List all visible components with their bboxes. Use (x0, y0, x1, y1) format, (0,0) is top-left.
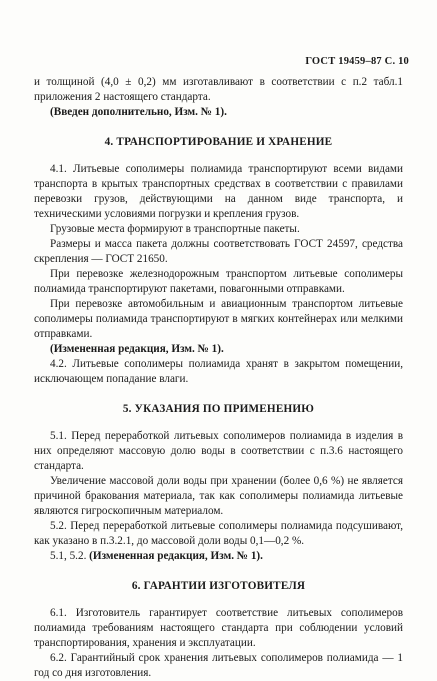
section-6-paragraph: 6.1. Изготовитель гарантирует соответствие литьевых сополимеров полиамида требованиям настоящего стандарта при соблюдении условий транспортирования, хранения и эксплуатации. (34, 607, 403, 649)
section-4-paragraph: 4.1. Литьевые сополимеры полиамида транспортируют всеми видами транспорта в крытых транспортных средствах в соответствии с правилами перевозки грузов, действующими на данном виде транспорта, и техническими условиями погрузки и крепления грузов. (34, 163, 403, 220)
section-5-amendment-note (34, 549, 403, 564)
intro-amendment-note: (Введен дополнительно, Изм. № 1). (50, 106, 227, 118)
section-4-paragraph: Грузовые места формируют в транспортные пакеты. (50, 223, 300, 235)
intro-paragraph: и толщиной (4,0 ± 0,2) мм изготавливают в соответствии с п.2 табл.1 приложения 2 настоящего стандарта. (34, 76, 403, 103)
amendment-reference: 5.1, 5.2. (50, 550, 90, 562)
section-6-title: 6. ГАРАНТИИ ИЗГОТОВИТЕЛЯ (131, 580, 306, 592)
section-5-paragraph: Увеличение массовой доли воды при хранении (более 0,6 %) не является причиной бракования материала, так как сополимеры полиамида литьевые являются гигроскопичным материалом. (34, 475, 403, 517)
amendment-label: (Измененная редакция, Изм. № 1). (89, 550, 263, 562)
section-4-paragraph: При перевозке автомобильным и авиационным транспортом литьевые сополимеры полиамида транспортируют в мягких контейнерах или мелкими отправками. (34, 298, 403, 340)
section-4-paragraph: При перевозке железнодорожным транспортом литьевые сополимеры полиамида транспортируют пакетами, повагонными отправками. (34, 268, 403, 295)
section-4-paragraph: 4.2. Литьевые сополимеры полиамида хранят в закрытом помещении, исключающем попадание влаги. (34, 358, 403, 385)
page-header: ГОСТ 19459–87 С. 10 (305, 56, 409, 67)
section-5-title: 5. УКАЗАНИЯ ПО ПРИМЕНЕНИЮ (122, 403, 315, 415)
section-4-paragraph: Размеры и масса пакета должны соответствовать ГОСТ 24597, средства скрепления — ГОСТ 21650. (34, 238, 403, 265)
page-body (34, 75, 403, 681)
section-4-amendment-note: (Измененная редакция, Изм. № 1). (50, 343, 224, 355)
section-5-paragraph: 5.1. Перед переработкой литьевых сополимеров полиамида в изделия в них определяют массовую долю воды в соответствии с п.3.6 настоящего стандарта. (34, 430, 403, 472)
section-4-title: 4. ТРАНСПОРТИРОВАНИЕ И ХРАНЕНИЕ (104, 136, 333, 148)
section-5-paragraph: 5.2. Перед переработкой литьевые сополимеры полиамида подсушивают, как указано в п.3.2.1, до массовой доли воды 0,1—0,2 %. (34, 520, 403, 547)
section-6-paragraph: 6.2. Гарантийный срок хранения литьевых сополимеров полиамида — 1 год со дня изготовления. (34, 652, 403, 679)
